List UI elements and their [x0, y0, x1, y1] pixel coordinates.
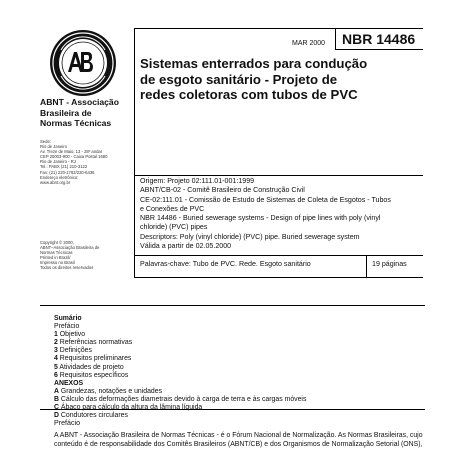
annex-heading: ANEXOS	[54, 379, 84, 387]
left-frame-rule	[134, 28, 135, 278]
header-divider	[335, 28, 336, 50]
summary-top-rule	[40, 305, 425, 306]
org-name-line: Normas Técnicas	[40, 118, 112, 128]
toc-number: 6	[54, 371, 58, 379]
title-line: redes coletoras com tubos de PVC	[140, 87, 358, 102]
toc-item	[54, 323, 306, 331]
toc-item	[54, 355, 306, 363]
toc-text: Referências normativas	[59, 339, 133, 347]
copyright-line: Printed in Brazil/	[40, 255, 71, 261]
toc-item	[54, 372, 306, 380]
annex-item	[54, 396, 306, 404]
address-line: Tel.: PABX (21) 210-3122	[40, 164, 88, 170]
toc-item	[54, 347, 306, 355]
copyright-line: ABNT–Associação Brasileira de	[40, 245, 100, 251]
toc-text: Objetivo	[59, 331, 86, 339]
copyright-line: Copyright © 2000,	[40, 240, 74, 245]
toc-item	[54, 364, 306, 372]
annex-item	[54, 388, 306, 396]
address-line: Sede:	[40, 139, 51, 144]
annex-text: Cálculo das deformações diametrais devido à carga de terra e às cargas móveis	[60, 395, 307, 403]
title-line: de esgoto sanitário - Projeto de	[140, 71, 338, 87]
organization-name	[40, 97, 132, 129]
annex-text: Grandezas, notações e unidades	[60, 387, 163, 395]
origin-line: NBR 14486 - Buried sewerage systems - Design of pipe lines with poly (vinyl	[140, 214, 381, 223]
annex-letter: C	[54, 404, 59, 412]
foreword-line: conteúdo é de responsabilidade dos Comitês Brasileiros (ABNT/CB) e dos Organismos de Normalização Setorial (ONS),	[54, 440, 423, 448]
address-line: Fax: (21) 220-1762/220-6436	[40, 169, 95, 175]
summary-heading: Sumário	[54, 315, 82, 322]
origin-block	[140, 177, 425, 251]
copyright-line: Todos os direitos reservados	[40, 265, 94, 271]
toc-item	[54, 339, 306, 347]
annex-text: Condutores circulares	[60, 412, 128, 420]
org-name-line: ABNT - Associação	[40, 97, 119, 107]
org-name-line: Brasileira de	[40, 107, 92, 118]
origin-line: ABNT/CB-02 - Comitê Brasileiro de Construção Civil	[140, 186, 305, 195]
copyright-notice	[40, 240, 99, 271]
annex-item	[54, 404, 306, 412]
foreword-text	[54, 432, 434, 449]
origin-line: Descriptors: Poly (vinyl chloride) (PVC) pipe. Buried sewerage system	[140, 232, 360, 241]
publication-date: MAR 2000	[292, 40, 326, 47]
annex-letter: D	[54, 412, 59, 420]
copyright-line: Impresso no Brasil	[40, 260, 75, 266]
annex-letter: B	[54, 395, 59, 403]
organization-address	[40, 139, 107, 185]
toc-text: Definições	[59, 347, 92, 355]
keywords-top-rule	[134, 255, 423, 256]
title-line: Sistemas enterrados para condução	[140, 56, 368, 71]
toc-number: 5	[54, 363, 58, 371]
annex-item	[54, 412, 306, 420]
abnt-seal-logo	[48, 28, 118, 98]
foreword-heading: Prefácio	[54, 419, 81, 427]
address-line: CEP 20003-900 - Caixa Postal 1680	[40, 154, 108, 160]
toc-number: 1	[54, 331, 58, 339]
toc-text: Requisitos preliminares	[59, 355, 132, 363]
toc-text: Atividades de projeto	[59, 363, 124, 371]
standard-code: NBR 14486	[342, 31, 416, 47]
origin-line: chloride) (PVC) pipes	[140, 223, 208, 232]
origin-top-rule	[134, 175, 423, 176]
document-title	[140, 56, 425, 103]
page-count: 19 páginas	[372, 260, 407, 268]
toc-item	[54, 331, 306, 339]
keywords: Palavras-chave: Tubo de PVC. Rede. Esgoto sanitário	[140, 260, 311, 268]
toc-number: 2	[54, 339, 58, 347]
foreword-line: A ABNT - Associação Brasileira de Normas Técnicas - é o Fórum Nacional de Normalização. As Normas Brasileiras, cujo	[54, 432, 423, 439]
copyright-line: Normas Técnicas	[40, 250, 73, 256]
address-line: Av. Treze de Maio, 13 - 28º andar	[40, 149, 103, 155]
keywords-bottom-rule	[134, 277, 423, 278]
origin-line: e Conexões de PVC	[140, 204, 205, 213]
origin-line: CE-02:111.01 - Comissão de Estudo de Sistemas de Coleta de Esgotos - Tubos	[140, 195, 391, 204]
annex-text: Ábaco para cálculo da altura da lâmina líquida	[60, 404, 203, 412]
table-of-contents	[54, 315, 306, 420]
origin-line: Origem: Projeto 02:111.01-001:1999	[140, 177, 255, 185]
address-line: Rio de Janeiro - RJ	[40, 159, 76, 165]
toc-number: 3	[54, 347, 58, 355]
toc-number: 4	[54, 355, 58, 363]
address-line: Rio de Janeiro	[40, 144, 68, 150]
origin-line: Válida a partir de 02.05.2000	[140, 242, 232, 251]
address-line: Endereço eletrônico:	[40, 174, 79, 180]
toc-text: Requisitos específicos	[59, 371, 129, 379]
annex-letter: A	[54, 387, 59, 395]
pages-divider	[366, 255, 367, 278]
top-frame-rule	[134, 28, 423, 29]
address-line: www.abnt.org.br	[40, 179, 71, 185]
header-underline	[335, 49, 423, 50]
toc-text: Prefácio	[54, 323, 80, 331]
